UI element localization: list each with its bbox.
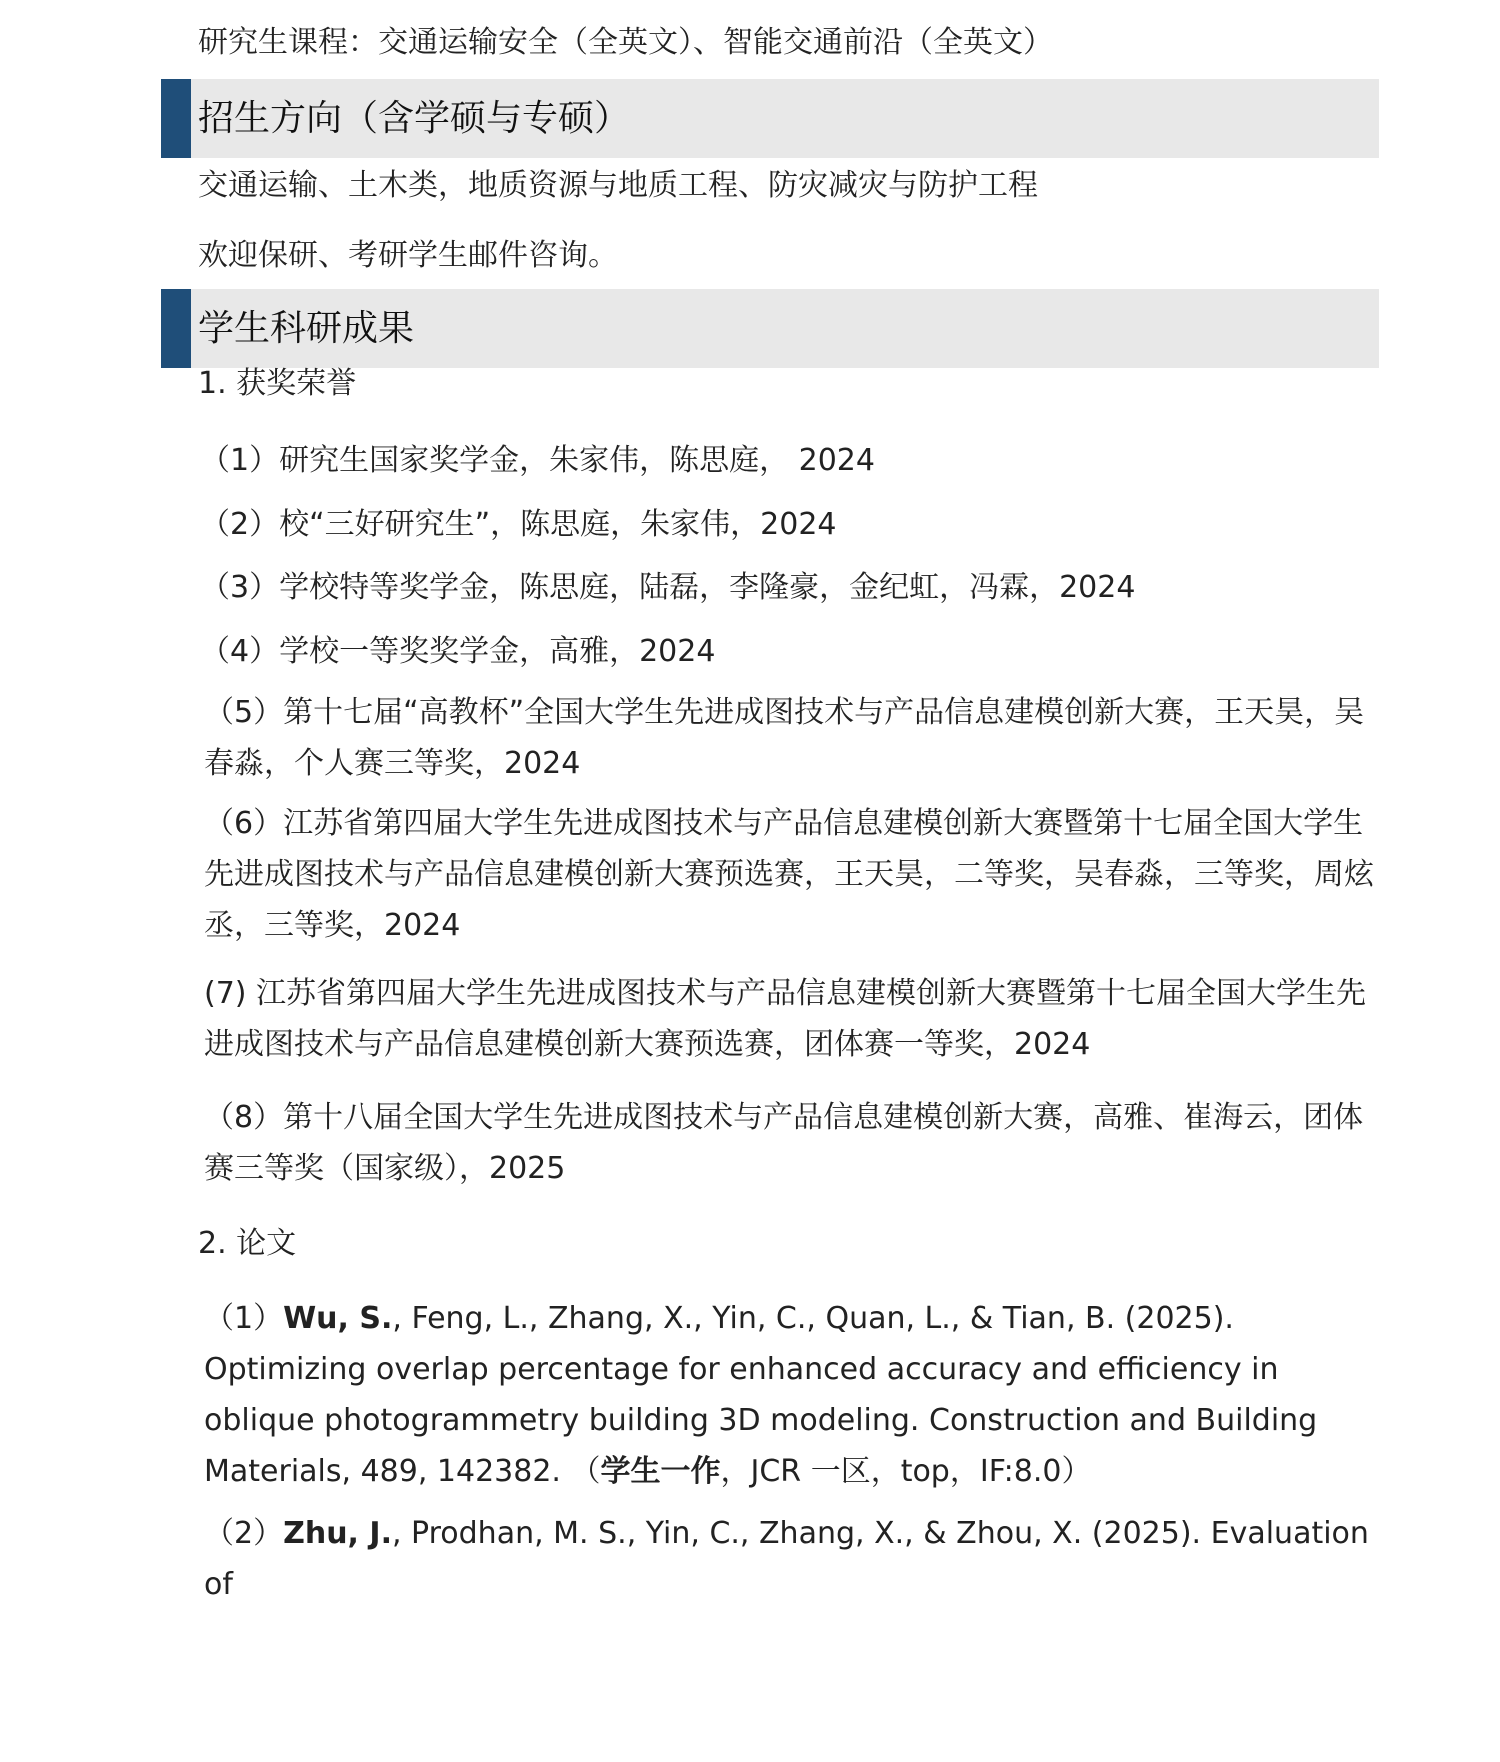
paper-tail: ，JCR 一区，top，IF:8.0） [720,1454,1092,1489]
award-item: （8）第十八届全国大学生先进成图技术与产品信息建模创新大赛，高雅、崔海云，团体赛三等奖（国家级），2025 [204,1100,1364,1186]
award-item: （4）学校一等奖奖学金，高雅，2024 [200,634,716,669]
award-item: （6）江苏省第四届大学生先进成图技术与产品信息建模创新大赛暨第十七届全国大学生先进成图技术与产品信息建模创新大赛预选赛，王天昊，二等奖，吴春淼，三等奖，周炫丞，三等奖，2024 [204,806,1374,943]
section-heading-achievements [161,289,1379,368]
courses-line: 研究生课程：交通运输安全（全英文）、智能交通前沿（全英文） [198,25,1053,60]
section-heading-admission [161,79,1379,158]
section-title-achievements: 学生科研成果 [198,308,415,349]
papers-heading: 2. 论文 [198,1226,297,1261]
awards-heading: 1. 获奖荣誉 [198,366,357,401]
paper-bold-note: 学生一作 [600,1454,721,1489]
paper-bold-author: Zhu, J. [283,1516,392,1551]
award-item: (7) 江苏省第四届大学生先进成图技术与产品信息建模创新大赛暨第十七届全国大学生先进成图技术与产品信息建模创新大赛预选赛，团体赛一等奖，2024 [204,976,1367,1062]
paper-item [204,1508,1374,1610]
paper-bold-author: Wu, S. [283,1301,393,1336]
paper-prefix: （2） [204,1516,284,1551]
section-title-admission: 招生方向（含学硕与专硕） [198,98,631,139]
award-item: （3）学校特等奖学金，陈思庭，陆磊，李隆豪，金纪虹，冯霖，2024 [200,570,1136,605]
admission-directions: 交通运输、土木类，地质资源与地质工程、防灾减灾与防护工程 [198,168,1038,203]
paper-text: , Feng, L., Zhang, X., Yin, C., Quan, L., & Tian, B. (2025). Optimizing overlap percentage for enhanced accuracy and efficiency in oblique photogrammetry building 3D modeling. Construction and Building Materials, 489, 142382. （ [204,1301,1318,1489]
heading-accent-bar [161,289,191,368]
paper-text: , Prodhan, M. S., Yin, C., Zhang, X., & Zhou, X. (2025). Evaluation of [204,1516,1369,1602]
admission-welcome: 欢迎保研、考研学生邮件咨询。 [198,238,618,273]
heading-accent-bar [161,79,191,158]
award-item: （2）校“三好研究生”，陈思庭，朱家伟，2024 [200,507,837,542]
award-item: （5）第十七届“高教杯”全国大学生先进成图技术与产品信息建模创新大赛，王天昊，吴春淼，个人赛三等奖，2024 [204,695,1365,781]
paper-item [204,1293,1374,1497]
award-item: （1）研究生国家奖学金，朱家伟，陈思庭， 2024 [200,443,875,478]
paper-prefix: （1） [204,1301,284,1336]
